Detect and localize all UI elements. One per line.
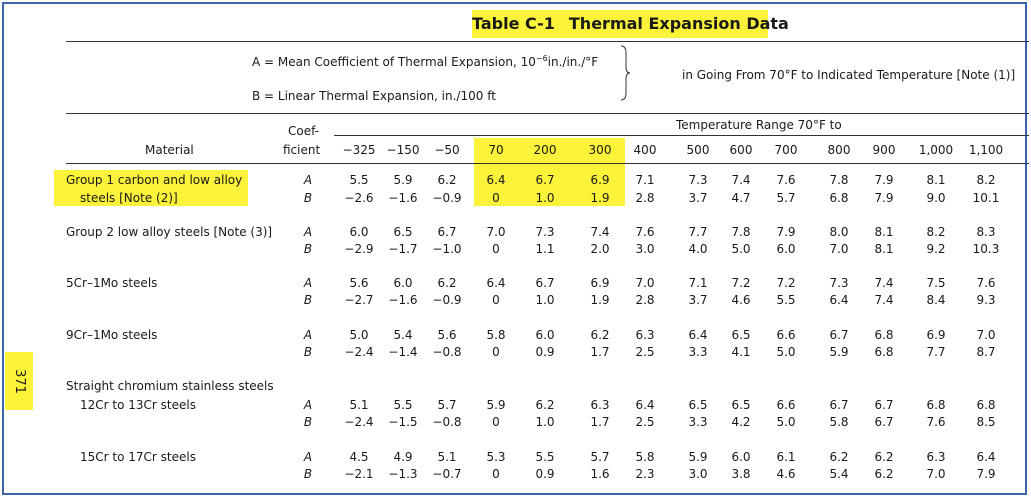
value-cell: 7.8 [731, 225, 751, 239]
value-cell: −1.6 [388, 293, 418, 307]
value-cell: 5.8 [486, 328, 506, 342]
value-cell: −0.7 [432, 467, 462, 481]
value-cell: 4.2 [731, 415, 751, 429]
coefficient-a: A [303, 398, 313, 412]
value-cell: −2.9 [344, 242, 374, 256]
value-cell: 8.1 [874, 242, 894, 256]
value-cell: 5.7 [776, 191, 796, 205]
value-cell: 6.8 [874, 345, 894, 359]
value-cell: 1.0 [535, 415, 555, 429]
value-cell: 7.6 [926, 415, 946, 429]
value-cell: 5.9 [829, 345, 849, 359]
value-cell: 0.9 [535, 467, 555, 481]
value-cell: 7.8 [829, 173, 849, 187]
value-cell: 6.7 [437, 225, 457, 239]
value-cell: 7.9 [874, 191, 894, 205]
value-cell: 7.1 [635, 173, 655, 187]
value-cell: 7.7 [926, 345, 946, 359]
value-cell: 3.7 [688, 293, 708, 307]
value-cell: 8.7 [976, 345, 996, 359]
value-cell: 6.7 [874, 415, 894, 429]
value-cell: 7.1 [688, 276, 708, 290]
value-cell: 6.5 [731, 328, 751, 342]
value-cell: 7.0 [486, 225, 506, 239]
header-material: Material [145, 143, 194, 157]
header-temp-1: −150 [386, 143, 420, 157]
value-cell: 6.8 [976, 398, 996, 412]
table-id: Table C-1 [472, 14, 555, 33]
value-cell: 7.7 [688, 225, 708, 239]
value-cell: 7.6 [976, 276, 996, 290]
value-cell: −2.4 [344, 415, 374, 429]
value-cell: 7.4 [590, 225, 610, 239]
value-cell: 6.0 [731, 450, 751, 464]
value-cell: 6.6 [776, 398, 796, 412]
material-name: 15Cr to 17Cr steels [80, 450, 196, 464]
value-cell: 5.0 [731, 242, 751, 256]
value-cell: 4.7 [731, 191, 751, 205]
value-cell: 4.6 [731, 293, 751, 307]
value-cell: 6.2 [437, 173, 457, 187]
value-cell: 7.3 [535, 225, 555, 239]
value-cell: 5.6 [437, 328, 457, 342]
value-cell: 5.1 [349, 398, 369, 412]
value-cell: 7.2 [776, 276, 796, 290]
value-cell: 7.0 [635, 276, 655, 290]
value-cell: −0.9 [432, 191, 462, 205]
value-cell: 6.7 [829, 398, 849, 412]
header-coef-2: ficient [283, 143, 321, 157]
header-temp-4: 200 [533, 143, 557, 157]
value-cell: 2.0 [590, 242, 610, 256]
value-cell: 6.8 [926, 398, 946, 412]
value-cell: 6.0 [349, 225, 369, 239]
value-cell: 6.3 [590, 398, 610, 412]
value-cell: 1.7 [590, 415, 610, 429]
value-cell: 6.2 [874, 450, 894, 464]
value-cell: 7.6 [635, 225, 655, 239]
value-cell: 6.0 [776, 242, 796, 256]
value-cell: 5.3 [486, 450, 506, 464]
value-cell: 6.2 [829, 450, 849, 464]
value-cell: 3.0 [635, 242, 655, 256]
value-cell: 8.2 [976, 173, 996, 187]
definition-b: B = Linear Thermal Expansion, in./100 ft [252, 89, 496, 103]
value-cell: 0 [492, 415, 500, 429]
value-cell: 5.4 [829, 467, 849, 481]
value-cell: 6.9 [590, 276, 610, 290]
value-cell: 5.7 [437, 398, 457, 412]
value-cell: 6.3 [926, 450, 946, 464]
value-cell: 6.6 [776, 328, 796, 342]
value-cell: 0 [492, 242, 500, 256]
value-cell: 7.3 [688, 173, 708, 187]
value-cell: 2.5 [635, 345, 655, 359]
header-temp-10: 800 [827, 143, 851, 157]
value-cell: 7.5 [926, 276, 946, 290]
value-cell: 6.0 [535, 328, 555, 342]
value-cell: 0 [492, 345, 500, 359]
header-temp-2: −50 [434, 143, 460, 157]
page-number-tab [5, 352, 33, 410]
value-cell: 8.0 [829, 225, 849, 239]
value-cell: 5.6 [349, 276, 369, 290]
value-cell: 10.3 [972, 242, 1000, 256]
value-cell: 6.7 [535, 276, 555, 290]
value-cell: 6.5 [393, 225, 413, 239]
value-cell: 6.4 [976, 450, 996, 464]
coefficient-b: B [303, 242, 313, 256]
value-cell: 1.0 [535, 191, 555, 205]
value-cell: 2.3 [635, 467, 655, 481]
value-cell: 7.2 [731, 276, 751, 290]
definition-a: A = Mean Coefficient of Thermal Expansion, $10^{-6}in./in./^\circ F$ [252, 54, 599, 69]
coefficient-a: A [303, 173, 313, 187]
value-cell: 5.0 [776, 415, 796, 429]
material-name: 12Cr to 13Cr steels [80, 398, 196, 412]
header-temp-6: 400 [633, 143, 657, 157]
value-cell: 8.1 [926, 173, 946, 187]
coefficient-b: B [303, 293, 313, 307]
header-temp-11: 900 [872, 143, 896, 157]
value-cell: 10.1 [972, 191, 1000, 205]
value-cell: −2.7 [344, 293, 374, 307]
value-cell: 6.7 [874, 398, 894, 412]
value-cell: 0 [492, 467, 500, 481]
header-temp-8: 600 [729, 143, 753, 157]
value-cell: 2.8 [635, 293, 655, 307]
material-group-label: Straight chromium stainless steels [66, 379, 274, 393]
value-cell: 1.7 [590, 345, 610, 359]
value-cell: 8.1 [874, 225, 894, 239]
value-cell: 7.9 [976, 467, 996, 481]
value-cell: 7.4 [874, 276, 894, 290]
value-cell: 6.1 [776, 450, 796, 464]
top-rule [66, 41, 1029, 42]
value-cell: 0 [492, 191, 500, 205]
value-cell: 7.9 [874, 173, 894, 187]
material-name: Group 1 carbon and low alloy [66, 173, 243, 187]
going-from-note: in Going From 70°F to Indicated Temperature [Note (1)] [682, 68, 1016, 82]
value-cell: 5.0 [776, 345, 796, 359]
value-cell: 6.0 [393, 276, 413, 290]
value-cell: 5.9 [688, 450, 708, 464]
value-cell: 6.2 [437, 276, 457, 290]
value-cell: −1.6 [388, 191, 418, 205]
value-cell: 3.0 [688, 467, 708, 481]
value-cell: −0.8 [432, 415, 462, 429]
value-cell: 7.4 [874, 293, 894, 307]
column-rule [66, 163, 1029, 164]
value-cell: 6.5 [731, 398, 751, 412]
value-cell: 6.9 [926, 328, 946, 342]
header-temp-7: 500 [686, 143, 710, 157]
value-cell: 5.8 [829, 415, 849, 429]
header-temp-3: 70 [488, 143, 504, 157]
value-cell: 6.4 [635, 398, 655, 412]
coefficient-a: A [303, 450, 313, 464]
header-temp-9: 700 [774, 143, 798, 157]
value-cell: 8.2 [926, 225, 946, 239]
header-temp-range: Temperature Range 70°F to [676, 118, 842, 132]
value-cell: 3.3 [688, 415, 708, 429]
value-cell: 6.8 [829, 191, 849, 205]
value-cell: 4.6 [776, 467, 796, 481]
value-cell: 6.2 [874, 467, 894, 481]
value-cell: 6.8 [874, 328, 894, 342]
material-name: Group 2 low alloy steels [Note (3)] [66, 225, 273, 239]
value-cell: −1.5 [388, 415, 418, 429]
header-temp-0: −325 [342, 143, 376, 157]
table-title [472, 10, 789, 38]
coefficient-b: B [303, 345, 313, 359]
value-cell: −1.3 [388, 467, 418, 481]
value-cell: −0.8 [432, 345, 462, 359]
value-cell: 5.7 [590, 450, 610, 464]
value-cell: 7.3 [829, 276, 849, 290]
value-cell: 9.3 [976, 293, 996, 307]
value-cell: −1.4 [388, 345, 418, 359]
value-cell: 1.6 [590, 467, 610, 481]
material-name: 9Cr–1Mo steels [66, 328, 158, 342]
value-cell: 5.8 [635, 450, 655, 464]
header-temp-12: 1,000 [918, 143, 954, 157]
value-cell: 4.1 [731, 345, 751, 359]
table-name: Thermal Expansion Data [568, 14, 789, 33]
value-cell: 6.7 [829, 328, 849, 342]
value-cell: −0.9 [432, 293, 462, 307]
value-cell: 6.3 [635, 328, 655, 342]
value-cell: 1.9 [590, 191, 610, 205]
value-cell: 7.6 [776, 173, 796, 187]
coefficient-b: B [303, 191, 313, 205]
coefficient-a: A [303, 225, 313, 239]
value-cell: 0.9 [535, 345, 555, 359]
value-cell: 7.0 [926, 467, 946, 481]
header-temp-13: 1,100 [968, 143, 1004, 157]
value-cell: 8.5 [976, 415, 996, 429]
value-cell: −2.4 [344, 345, 374, 359]
value-cell: −2.6 [344, 191, 374, 205]
value-cell: 5.5 [535, 450, 555, 464]
coefficient-a: A [303, 276, 313, 290]
value-cell: 8.3 [976, 225, 996, 239]
value-cell: 7.9 [776, 225, 796, 239]
value-cell: 5.0 [349, 328, 369, 342]
value-cell: 0 [492, 293, 500, 307]
value-cell: 3.7 [688, 191, 708, 205]
value-cell: 4.0 [688, 242, 708, 256]
value-cell: 1.9 [590, 293, 610, 307]
temp-range-rule [334, 135, 1029, 136]
value-cell: 5.9 [486, 398, 506, 412]
header-coef-1: Coef- [288, 124, 320, 138]
value-cell: 1.0 [535, 293, 555, 307]
value-cell: 6.7 [535, 173, 555, 187]
value-cell: 7.0 [976, 328, 996, 342]
value-cell: 9.0 [926, 191, 946, 205]
value-cell: 5.5 [776, 293, 796, 307]
value-cell: 5.5 [349, 173, 369, 187]
value-cell: 4.5 [349, 450, 369, 464]
value-cell: 1.1 [535, 242, 555, 256]
value-cell: 6.2 [535, 398, 555, 412]
value-cell: 6.4 [486, 276, 506, 290]
value-cell: 7.4 [731, 173, 751, 187]
value-cell: 6.5 [688, 398, 708, 412]
material-name: steels [Note (2)] [80, 191, 178, 205]
header-rule [66, 113, 1029, 114]
brace-icon [620, 45, 630, 101]
value-cell: 5.5 [393, 398, 413, 412]
value-cell: −1.7 [388, 242, 418, 256]
page-number: 371 [11, 368, 27, 394]
value-cell: 6.2 [590, 328, 610, 342]
value-cell: 6.4 [829, 293, 849, 307]
coefficient-b: B [303, 415, 313, 429]
material-name: 5Cr–1Mo steels [66, 276, 158, 290]
coefficient-b: B [303, 467, 313, 481]
value-cell: 6.4 [688, 328, 708, 342]
value-cell: 8.4 [926, 293, 946, 307]
value-cell: 3.8 [731, 467, 751, 481]
value-cell: 9.2 [926, 242, 946, 256]
value-cell: 2.5 [635, 415, 655, 429]
value-cell: 2.8 [635, 191, 655, 205]
value-cell: −2.1 [344, 467, 374, 481]
value-cell: 3.3 [688, 345, 708, 359]
value-cell: 5.1 [437, 450, 457, 464]
value-cell: −1.0 [432, 242, 462, 256]
value-cell: 7.0 [829, 242, 849, 256]
value-cell: 6.9 [590, 173, 610, 187]
value-cell: 5.4 [393, 328, 413, 342]
value-cell: 6.4 [486, 173, 506, 187]
coefficient-a: A [303, 328, 313, 342]
value-cell: 4.9 [393, 450, 413, 464]
header-temp-5: 300 [588, 143, 612, 157]
value-cell: 5.9 [393, 173, 413, 187]
